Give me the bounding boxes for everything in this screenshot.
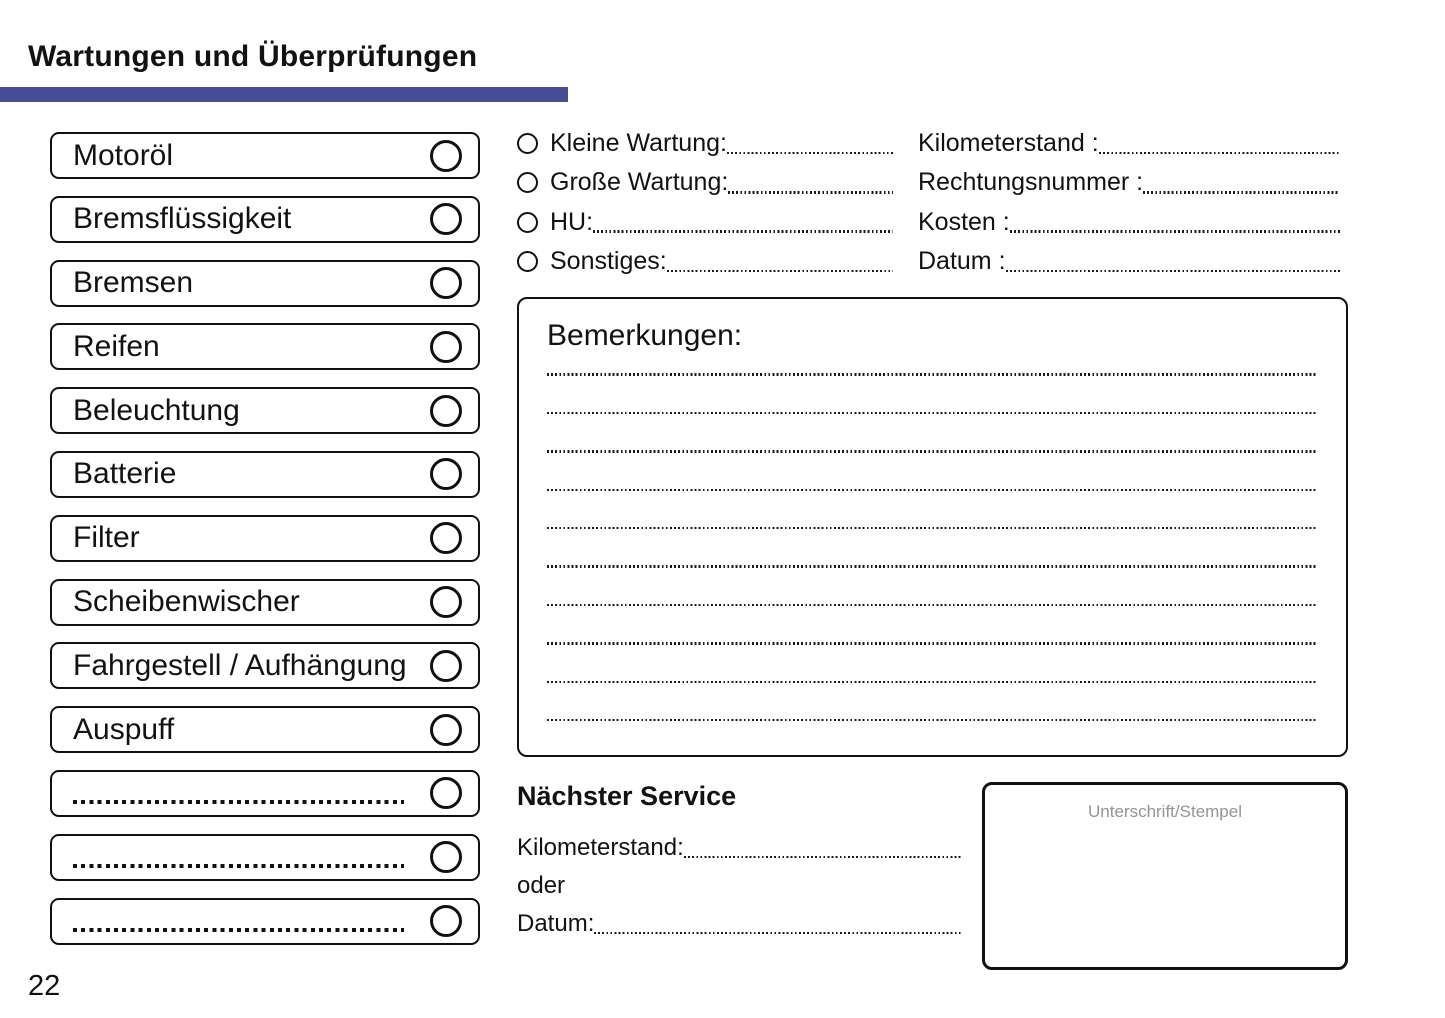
next-service-km-label: Kilometerstand:	[517, 834, 684, 862]
field-row-kilometerstand	[918, 124, 1340, 163]
option-row-sonstiges	[517, 242, 893, 281]
check-circle[interactable]	[430, 586, 462, 618]
next-service-section	[517, 781, 962, 939]
remarks-lines	[547, 338, 1318, 722]
checklist-item-label: Motoröl	[73, 138, 174, 172]
write-in-line[interactable]	[1099, 152, 1340, 155]
option-row-kleine-wartung	[517, 124, 893, 163]
option-label: Kleine Wartung:	[550, 129, 727, 158]
checklist-item-fahrgestell	[50, 642, 480, 689]
write-in-line[interactable]	[1143, 191, 1340, 194]
next-service-date-label: Datum:	[517, 910, 595, 938]
check-circle[interactable]	[430, 841, 462, 873]
option-label: Sonstiges:	[550, 247, 667, 276]
service-type-options	[517, 124, 893, 281]
inspection-checklist	[50, 132, 480, 945]
check-circle[interactable]	[430, 203, 462, 235]
write-in-line[interactable]	[547, 645, 1318, 683]
checklist-item-motoroel	[50, 132, 480, 179]
next-service-or-row	[517, 863, 962, 901]
checklist-item-bremsfluessigkeit	[50, 196, 480, 243]
write-in-line[interactable]	[73, 864, 404, 868]
write-in-line[interactable]	[593, 230, 893, 233]
check-circle[interactable]	[430, 395, 462, 427]
field-label: Kilometerstand :	[918, 129, 1099, 158]
write-in-line[interactable]	[547, 568, 1318, 606]
checklist-item-label: Fahrgestell / Aufhängung	[73, 648, 407, 682]
service-detail-fields	[918, 124, 1340, 281]
radio-circle[interactable]	[517, 251, 538, 272]
checklist-item-filter	[50, 515, 480, 562]
check-circle[interactable]	[430, 650, 462, 682]
write-in-line[interactable]	[73, 800, 404, 804]
radio-circle[interactable]	[517, 172, 538, 193]
write-in-line[interactable]	[1010, 230, 1340, 233]
check-circle[interactable]	[430, 267, 462, 299]
next-service-title: Nächster Service	[517, 781, 737, 811]
remarks-box	[517, 297, 1348, 757]
radio-circle[interactable]	[517, 133, 538, 154]
write-in-line[interactable]	[728, 191, 893, 194]
next-service-date-row	[517, 901, 962, 939]
page-number: 22	[28, 970, 61, 1002]
option-row-hu	[517, 203, 893, 242]
checklist-item-auspuff	[50, 706, 480, 753]
field-label: Rechtungsnummer :	[918, 168, 1144, 197]
checklist-item-bremsen	[50, 260, 480, 307]
title-underline-bar	[0, 87, 568, 102]
write-in-line[interactable]	[547, 683, 1318, 721]
write-in-line[interactable]	[547, 453, 1318, 491]
check-circle[interactable]	[430, 522, 462, 554]
write-in-line[interactable]	[684, 856, 962, 859]
checklist-item-label: Bremsen	[73, 266, 194, 300]
checklist-item-scheibenwischer	[50, 579, 480, 626]
signature-label: Unterschrift/Stempel	[1088, 802, 1242, 821]
check-circle[interactable]	[430, 714, 462, 746]
write-in-line[interactable]	[547, 491, 1318, 529]
checklist-item-label: Filter	[73, 521, 140, 555]
write-in-line[interactable]	[547, 606, 1318, 644]
option-label: Große Wartung:	[550, 168, 729, 197]
checklist-item-batterie	[50, 451, 480, 498]
checklist-item-label: Scheibenwischer	[73, 585, 300, 619]
write-in-line[interactable]	[547, 338, 1318, 376]
page-title: Wartungen und Überprüfungen	[28, 40, 478, 73]
write-in-line[interactable]	[594, 932, 962, 935]
checklist-item-label: Bremsflüssigkeit	[73, 202, 292, 236]
checklist-item-blank	[50, 898, 480, 945]
write-in-line[interactable]	[667, 270, 893, 273]
checklist-item-label: Beleuchtung	[73, 393, 240, 427]
signature-box[interactable]	[982, 782, 1348, 970]
field-row-rechnungsnummer	[918, 163, 1340, 202]
field-row-kosten	[918, 203, 1340, 242]
write-in-line[interactable]	[1006, 270, 1340, 273]
write-in-line[interactable]	[73, 928, 404, 932]
write-in-line[interactable]	[547, 414, 1318, 452]
check-circle[interactable]	[430, 777, 462, 809]
checklist-item-label: Reifen	[73, 329, 160, 363]
check-circle[interactable]	[430, 331, 462, 363]
check-circle[interactable]	[430, 458, 462, 490]
remarks-title: Bemerkungen:	[547, 319, 743, 352]
write-in-line[interactable]	[547, 529, 1318, 567]
option-row-grosse-wartung	[517, 163, 893, 202]
radio-circle[interactable]	[517, 212, 538, 233]
checklist-item-blank	[50, 770, 480, 817]
check-circle[interactable]	[430, 905, 462, 937]
checklist-item-label: Batterie	[73, 457, 177, 491]
checklist-item-label: Auspuff	[73, 712, 175, 746]
check-circle[interactable]	[430, 140, 462, 172]
next-service-km-row	[517, 825, 962, 863]
field-row-datum	[918, 242, 1340, 281]
field-label: Datum :	[918, 247, 1006, 276]
service-entry-section	[517, 124, 1340, 281]
option-label: HU:	[550, 207, 594, 236]
write-in-line[interactable]	[547, 376, 1318, 414]
checklist-item-beleuchtung	[50, 387, 480, 434]
next-service-or-label: oder	[517, 872, 566, 900]
write-in-line[interactable]	[727, 152, 893, 155]
checklist-item-blank	[50, 834, 480, 881]
field-label: Kosten :	[918, 207, 1010, 236]
checklist-item-reifen	[50, 323, 480, 370]
